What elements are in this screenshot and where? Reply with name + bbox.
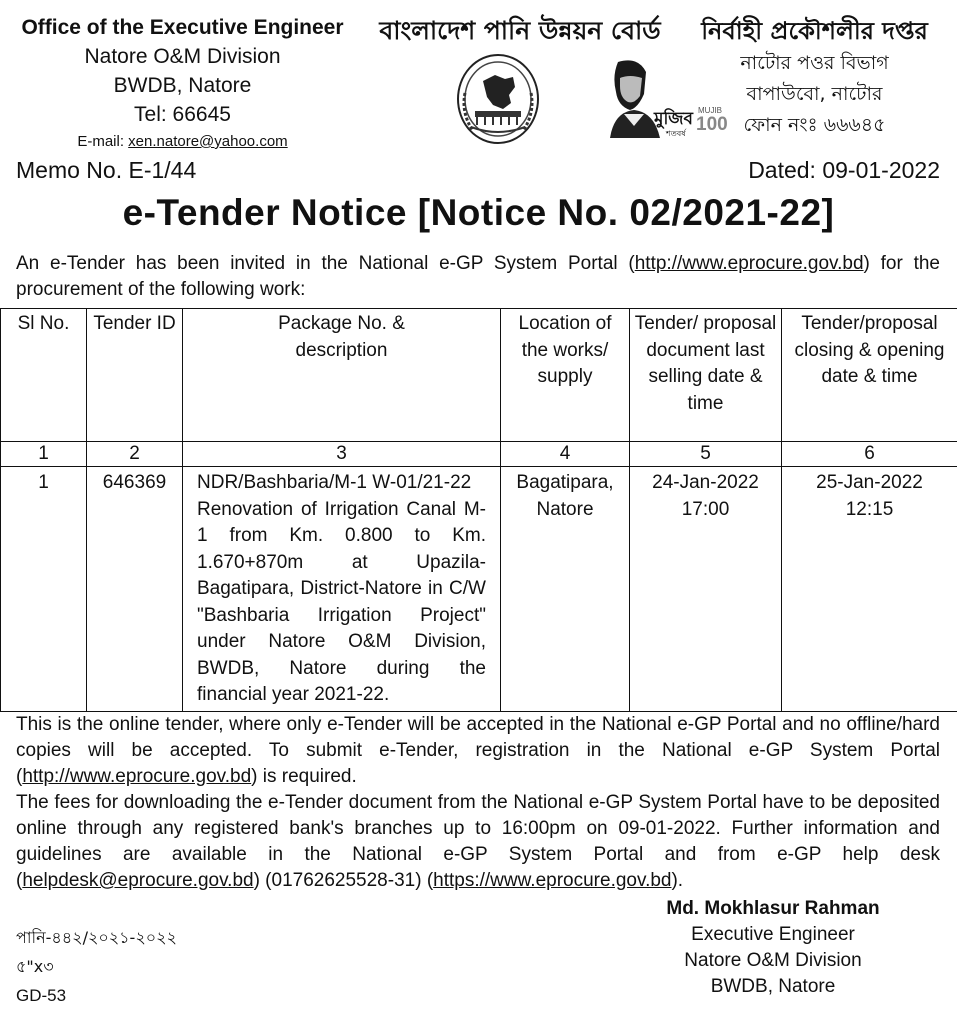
telephone-bengali: ফোন নংঃ ৬৬৬৪৫ — [682, 110, 947, 141]
memo-number: Memo No. E-1/44 — [16, 157, 196, 184]
col-header-selling-date: Tender/ proposal document last selling date & time — [630, 309, 782, 442]
col-header-package: Package No. & description — [183, 309, 501, 442]
para2-text-mid: ) (01762625528-31) ( — [254, 870, 434, 891]
office-header — [10, 14, 355, 153]
closing-date: 25-Jan-2022 — [786, 470, 953, 497]
footer-block — [16, 923, 177, 1010]
organization-name-bengali: বাংলাদেশ পানি উন্নয়ন বোর্ড — [360, 14, 680, 48]
signatory-designation: Executive Engineer — [648, 922, 898, 948]
helpdesk-email-link[interactable]: helpdesk@eprocure.gov.bd — [22, 870, 253, 891]
package-number: NDR/Bashbaria/M-1 W-01/21-22 — [197, 470, 486, 497]
eprocure-link[interactable]: http://www.eprocure.gov.bd — [635, 253, 864, 274]
cell-location: Bagatipara, Natore — [501, 467, 630, 712]
fees-paragraph — [16, 790, 940, 894]
signature-block — [648, 896, 898, 1000]
email-line — [10, 131, 355, 153]
cell-sl: 1 — [1, 467, 87, 712]
division-name: Natore O&M Division — [10, 42, 355, 71]
cell-selling-date — [630, 467, 782, 712]
package-description: Renovation of Irrigation Canal M-1 from Km. 0.800 to Km. 1.670+870m at Upazila-Bagatipara, District-Natore in C/W "Bashbaria Irrigation Project" under Natore O&M Division, BWDB, Natore during the financial year 2021-22. — [197, 497, 486, 709]
col-header-closing-date: Tender/proposal closing & opening date & time — [782, 309, 957, 442]
col-number: 2 — [87, 442, 183, 467]
para2-text-end: ). — [671, 870, 683, 891]
footer-gd: GD-53 — [16, 981, 177, 1010]
intro-paragraph — [16, 251, 940, 303]
intro-text-end: ) for the procurement of the following work: — [16, 253, 940, 300]
eprocure-https-link[interactable]: https://www.eprocure.gov.bd — [433, 870, 671, 891]
tender-table — [0, 308, 957, 712]
selling-time: 17:00 — [634, 497, 777, 524]
para2-text: The fees for downloading the e-Tender document from the National e-GP System Portal have to be deposited online through any registered bank's branches up to 16:00pm on 09-01-2022. Further information and guidelines are available in the National e-GP System Portal and from e-GP help desk ( — [16, 792, 940, 891]
mujib-english: MUJIB — [698, 106, 722, 115]
footer-size: ৫"x৩ — [16, 952, 177, 981]
office-title-bengali: নির্বাহী প্রকৌশলীর দপ্তর — [682, 14, 947, 48]
bwdb-location-bengali: বাপাউবো, নাটোর — [682, 79, 947, 110]
notice-date: Dated: 09-01-2022 — [748, 157, 940, 184]
signatory-name: Md. Mokhlasur Rahman — [648, 896, 898, 922]
mujib-text: মুজিব — [654, 106, 693, 134]
col-header-location: Location of the works/ supply — [501, 309, 630, 442]
col-header-sl: Sl No. — [1, 309, 87, 442]
division-name-bengali: নাটোর পওর বিভাগ — [682, 48, 947, 79]
telephone: Tel: 66645 — [10, 100, 355, 129]
mujib-subtext: শতবর্ষ — [666, 128, 686, 141]
col-number: 4 — [501, 442, 630, 467]
closing-time: 12:15 — [786, 497, 953, 524]
para1-text: This is the online tender, where only e-Tender will be accepted in the National e-GP Portal and no offline/hard copies will be accepted. To submit e-Tender, registration in the National e-GP System Portal ( — [16, 714, 940, 787]
table-row — [1, 467, 957, 712]
col-number: 6 — [782, 442, 957, 467]
online-tender-paragraph — [16, 712, 940, 790]
cell-package — [183, 467, 501, 712]
para1-text-end: ) is required. — [251, 766, 357, 787]
col-number: 5 — [630, 442, 782, 467]
table-number-row — [1, 442, 957, 467]
cell-closing-date — [782, 467, 957, 712]
bwdb-logo — [455, 53, 541, 145]
office-header-bengali — [682, 14, 947, 141]
organization-header — [360, 14, 680, 48]
col-number: 3 — [183, 442, 501, 467]
selling-date: 24-Jan-2022 — [634, 470, 777, 497]
signatory-location: BWDB, Natore — [648, 974, 898, 1000]
footer-reference: পানি-৪৪২/২০২১-২০২২ — [16, 923, 177, 952]
bwdb-location: BWDB, Natore — [10, 71, 355, 100]
notice-title: e-Tender Notice [Notice No. 02/2021-22] — [0, 192, 957, 234]
email-label: E-mail: — [77, 133, 124, 150]
office-title: Office of the Executive Engineer — [10, 14, 355, 42]
signatory-division: Natore O&M Division — [648, 948, 898, 974]
cell-tender-id: 646369 — [87, 467, 183, 712]
email-address-link[interactable]: xen.natore@yahoo.com — [128, 133, 288, 150]
table-header-row — [1, 309, 957, 442]
intro-text: An e-Tender has been invited in the National e-GP System Portal ( — [16, 253, 635, 274]
eprocure-link[interactable]: http://www.eprocure.gov.bd — [22, 766, 251, 787]
col-header-tender-id: Tender ID — [87, 309, 183, 442]
mujib-number: 100 — [696, 114, 728, 136]
col-number: 1 — [1, 442, 87, 467]
